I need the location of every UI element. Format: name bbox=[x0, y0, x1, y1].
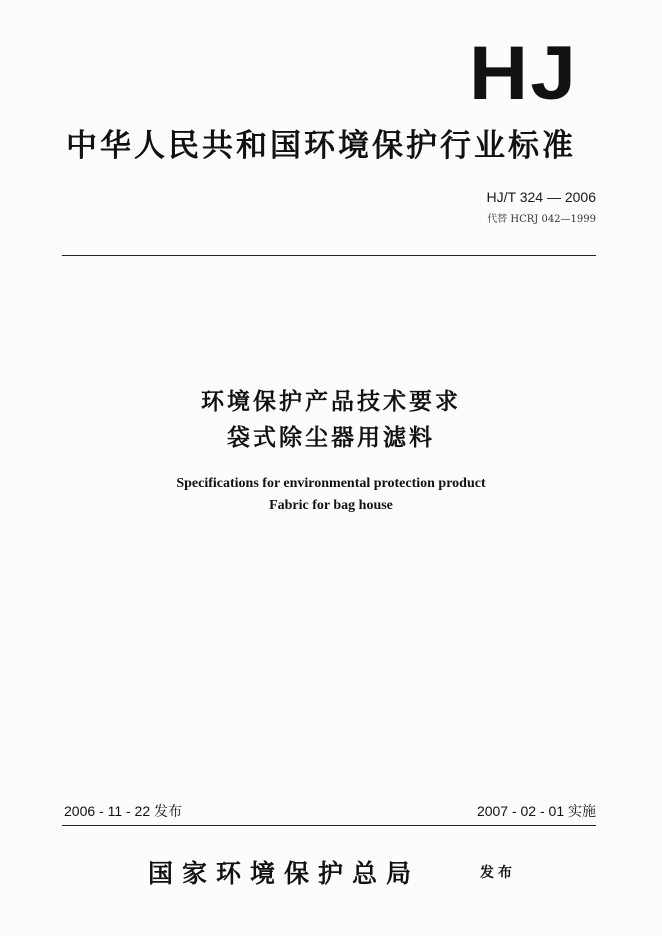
standard-category-title: 中华人民共和国环境保护行业标准 bbox=[66, 128, 576, 164]
english-title-line-2: Fabric for bag house bbox=[269, 498, 393, 513]
issuer-action: 发布 bbox=[480, 865, 516, 881]
issuing-authority: 国家环境保护总局 bbox=[148, 859, 421, 888]
bottom-divider bbox=[62, 825, 596, 826]
issued-date: 2006 - 11 - 22 发布 bbox=[64, 803, 183, 819]
chinese-title-line-1: 环境保护产品技术要求 bbox=[201, 389, 461, 415]
replaces-note: 代替 HCRJ 042—1999 bbox=[487, 214, 596, 225]
hj-logo: HJ bbox=[468, 31, 578, 116]
standard-code: HJ/T 324 — 2006 bbox=[486, 189, 596, 205]
english-title-line-1: Specifications for environmental protection product bbox=[176, 476, 486, 491]
top-divider bbox=[62, 255, 596, 256]
effective-date: 2007 - 02 - 01 实施 bbox=[476, 803, 596, 819]
chinese-title-line-2: 袋式除尘器用滤料 bbox=[227, 425, 435, 451]
